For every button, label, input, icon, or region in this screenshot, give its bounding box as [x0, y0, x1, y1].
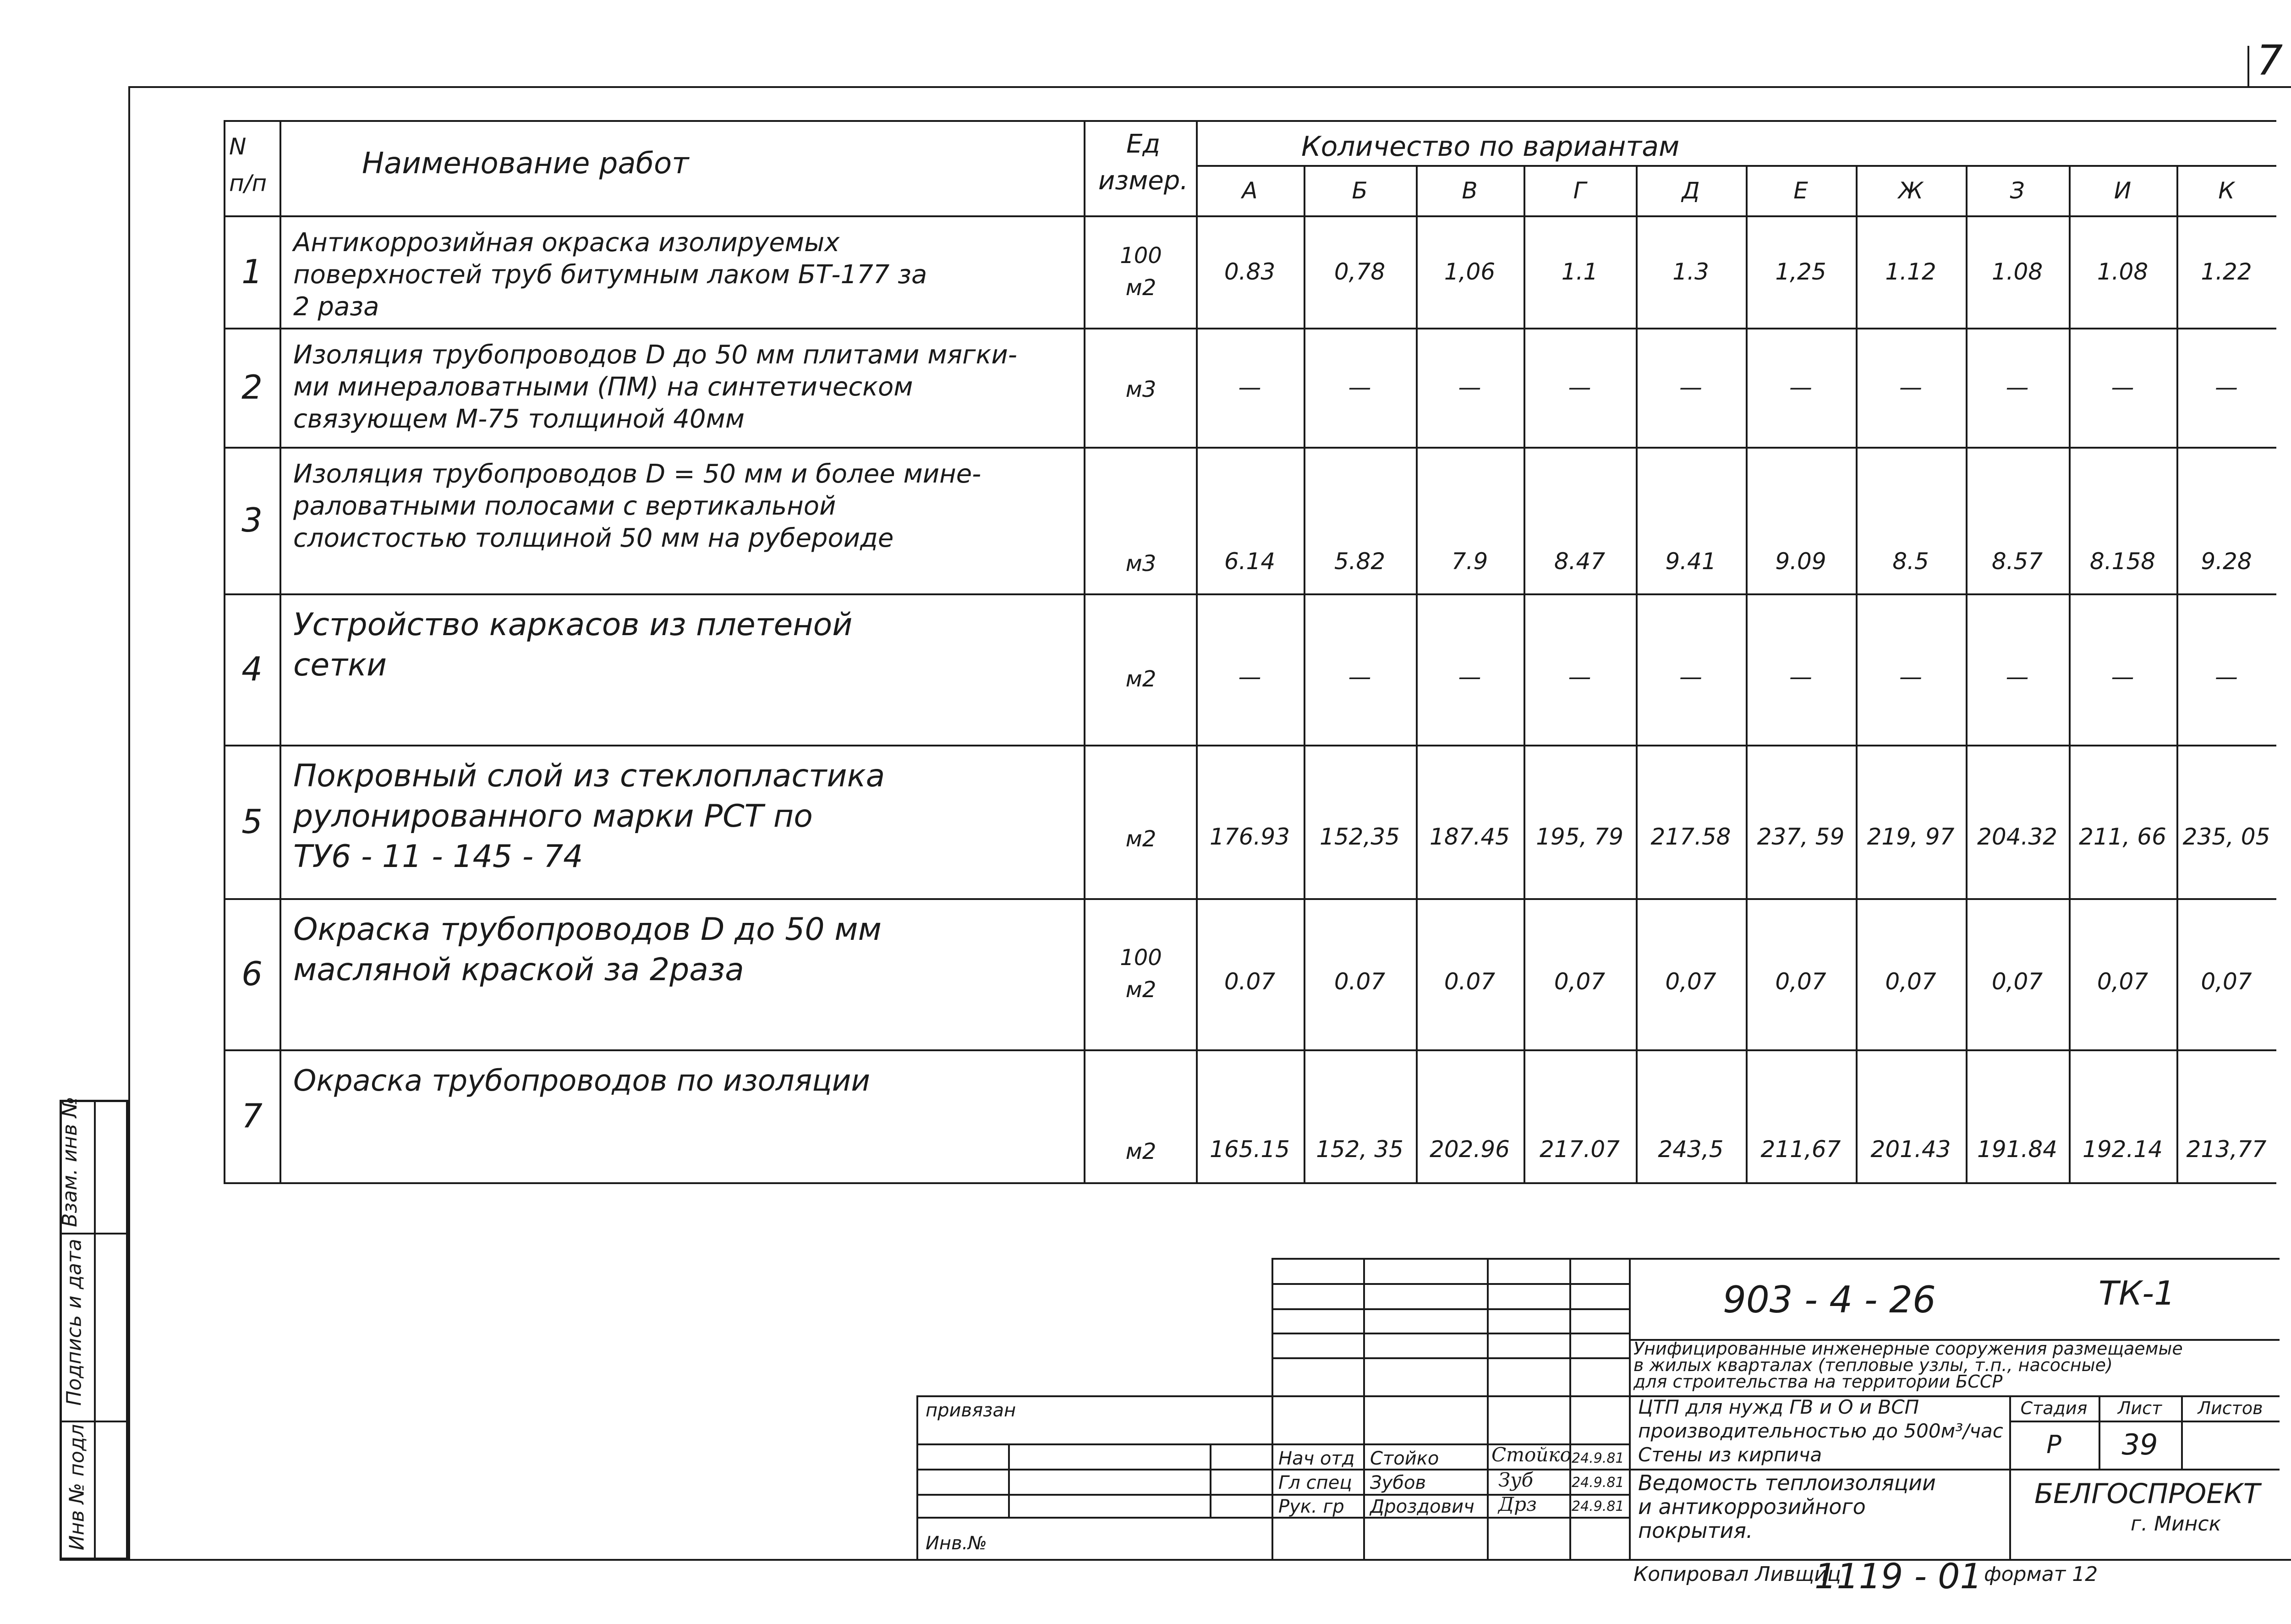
sheet-value: 39: [2121, 1428, 2158, 1461]
side-stamp-vzam-inv: Взам. инв №: [58, 1097, 82, 1227]
header-name: Наименование работ: [362, 147, 689, 181]
quantity-cell: —: [1789, 663, 1812, 690]
variant-header: Г: [1573, 177, 1586, 204]
quantity-cell: 1,25: [1775, 258, 1826, 285]
work-name: Окраска трубопроводов D до 50 мм масляной краской за 2раза: [293, 911, 882, 988]
role-date: 24.9.81: [1572, 1475, 1624, 1491]
quantity-cell: 0,07: [1665, 968, 1716, 995]
quantity-cell: 5.82: [1334, 548, 1386, 575]
unit-of-measure: 100 м2: [1120, 945, 1162, 1003]
unit-of-measure: м3: [1125, 550, 1156, 576]
role-name: Зубов: [1370, 1472, 1426, 1493]
work-name: Покровный слой из стеклопластика рулонированного марки РСТ по ТУ6 - 11 - 145 - 74: [293, 758, 885, 875]
tb-line: [1272, 1258, 2280, 1260]
signature: Дрз: [1498, 1493, 1537, 1515]
quantity-cell: 211,67: [1760, 1136, 1841, 1163]
header-unit: Ед измер.: [1098, 129, 1189, 196]
quantity-cell: 192.14: [2083, 1136, 2163, 1163]
tb-vline: [1629, 1258, 1631, 1559]
quantity-cell: 7.9: [1451, 548, 1488, 575]
variant-header: К: [2218, 177, 2235, 204]
quantity-cell: 0,07: [1554, 968, 1606, 995]
work-name: Изоляция трубопроводов D = 50 мм и более мине- раловатными полосами с вертикальной слоистостью толщиной 50 мм на рубероиде: [293, 459, 981, 553]
signature: Зуб: [1498, 1469, 1534, 1491]
row-number: 3: [241, 501, 263, 539]
unit-of-measure: м2: [1125, 666, 1156, 692]
quantity-cell: —: [1348, 663, 1371, 690]
quantity-cell: 1.3: [1672, 258, 1709, 285]
header-num: N п/п: [229, 133, 267, 197]
tb-line: [1272, 1308, 1629, 1310]
tb-vline: [1487, 1258, 1489, 1559]
variant-header: Б: [1352, 177, 1368, 204]
quantity-cell: 0,78: [1334, 258, 1386, 285]
quantity-cell: 211, 66: [2079, 823, 2166, 850]
quantity-cell: 0.83: [1224, 258, 1276, 285]
quantity-cell: 204.32: [1977, 823, 2057, 850]
quantity-cell: 176.93: [1210, 823, 1290, 850]
quantity-cell: 1.22: [2201, 258, 2252, 285]
quantity-cell: —: [2215, 374, 2238, 401]
quantity-cell: —: [1899, 663, 1922, 690]
quantity-cell: 1.08: [1991, 258, 2043, 285]
sheet-corner-number: 7: [2257, 37, 2283, 85]
tb-vline: [1272, 1258, 1273, 1559]
quantity-cell: —: [2111, 663, 2134, 690]
role-label: Нач отд: [1278, 1448, 1355, 1469]
quantity-cell: 9.28: [2201, 548, 2252, 575]
project-title: Унифицированные инженерные сооружения размещаемые в жилых кварталах (тепловые узлы, т.п., насосные) для строительства на территории БССР: [1633, 1339, 2183, 1392]
quantity-cell: 152,35: [1320, 823, 1400, 850]
quantity-cell: —: [1679, 663, 1702, 690]
quantity-cell: 1.08: [2097, 258, 2148, 285]
quantity-cell: 237, 59: [1757, 823, 1845, 850]
quantity-cell: —: [1679, 374, 1702, 401]
quantity-cell: 165.15: [1210, 1136, 1290, 1163]
unit-of-measure: м2: [1125, 826, 1156, 852]
quantity-cell: 1,06: [1444, 258, 1496, 285]
tb-vline: [1363, 1258, 1365, 1559]
quantity-cell: —: [1238, 374, 1261, 401]
row-number: 4: [241, 650, 263, 688]
role-label: Гл спец: [1278, 1472, 1352, 1493]
row-number: 2: [241, 368, 263, 406]
variant-header: В: [1462, 177, 1478, 204]
quantity-cell: —: [1568, 374, 1591, 401]
quantity-cell: 0,07: [1991, 968, 2043, 995]
quantity-cell: 202.96: [1430, 1136, 1510, 1163]
quantity-cell: 243,5: [1658, 1136, 1724, 1163]
quantity-cell: —: [2111, 374, 2134, 401]
quantity-cell: —: [2006, 663, 2029, 690]
quantity-cell: —: [1789, 374, 1812, 401]
quantity-cell: —: [2006, 374, 2029, 401]
quantity-cell: 235, 05: [2182, 823, 2270, 850]
quantity-cell: 213,77: [2186, 1136, 2267, 1163]
sheet-label: Лист: [2117, 1398, 2162, 1418]
quantity-cell: 187.45: [1430, 823, 1510, 850]
quantity-cell: 8.47: [1554, 548, 1606, 575]
quantity-cell: —: [1899, 374, 1922, 401]
document-title: Ведомость теплоизоляции и антикоррозийного покрытия.: [1638, 1470, 1936, 1543]
quantity-cell: 0,07: [1885, 968, 1936, 995]
sheet-format: формат 12: [1984, 1563, 2098, 1586]
quantity-cell: —: [1348, 374, 1371, 401]
variant-header: Ж: [1898, 177, 1923, 204]
variant-header: Д: [1682, 177, 1700, 204]
row-number: 1: [241, 252, 263, 291]
quantity-cell: 0.07: [1334, 968, 1386, 995]
order-number: 1119 - 01: [1814, 1556, 1982, 1597]
quantity-cell: 195, 79: [1536, 823, 1623, 850]
quantity-cell: 0,07: [2201, 968, 2252, 995]
stage-value: Р: [2046, 1430, 2061, 1459]
quantity-cell: 201.43: [1870, 1136, 1951, 1163]
quantity-cell: —: [1568, 663, 1591, 690]
quantity-cell: 0.07: [1224, 968, 1276, 995]
quantity-cell: 8.158: [2089, 548, 2156, 575]
sheets-label: Листов: [2198, 1398, 2263, 1418]
quantity-cell: —: [2215, 663, 2238, 690]
row-number: 6: [241, 955, 263, 993]
row-number: 7: [241, 1097, 263, 1135]
work-name: Окраска трубопроводов по изоляции: [293, 1064, 870, 1098]
object-title: ЦТП для нужд ГВ и О и ВСП производительностью до 500м³/час Стены из кирпича: [1638, 1396, 2003, 1466]
variant-header: А: [1242, 177, 1258, 204]
unit-of-measure: м3: [1125, 377, 1156, 402]
quantity-cell: 8.5: [1892, 548, 1929, 575]
quantity-cell: 9.41: [1665, 548, 1716, 575]
work-name: Антикоррозийная окраска изолируемых поверхностей труб битумным лаком БТ-177 за 2 раза: [293, 228, 927, 322]
tb-line: [1272, 1333, 1629, 1334]
quantity-cell: 0,07: [1775, 968, 1826, 995]
tb-vline: [1008, 1443, 1010, 1517]
organization: БЕЛГОСПРОЕКТ: [2034, 1478, 2260, 1510]
quantity-cell: 217.58: [1650, 823, 1731, 850]
quantity-cell: 0,07: [2097, 968, 2148, 995]
quantity-cell: 219, 97: [1867, 823, 1955, 850]
role-date: 24.9.81: [1572, 1498, 1624, 1514]
unit-of-measure: м2: [1125, 1138, 1156, 1164]
privyazan-label: привязан: [926, 1400, 1016, 1421]
unit-of-measure: 100 м2: [1120, 242, 1162, 301]
copied-by: Копировал Ливщиц: [1633, 1563, 1841, 1586]
city: г. Минск: [2131, 1512, 2221, 1536]
row-number: 5: [241, 802, 263, 841]
side-stamp-podpis-data: Подпись и дата: [62, 1239, 86, 1406]
work-name: Изоляция трубопроводов D до 50 мм плитами мягки- ми минераловатными (ПМ) на синтетическом связующем М-75 толщиной 40мм: [293, 340, 1018, 434]
quantity-cell: —: [1458, 663, 1481, 690]
quantity-cell: 9.09: [1775, 548, 1826, 575]
role-name: Стойко: [1370, 1448, 1439, 1469]
quantity-cell: —: [1238, 663, 1261, 690]
quantity-cell: —: [1458, 374, 1481, 401]
sheet-code: ТК-1: [2099, 1274, 2175, 1312]
tb-line: [1272, 1283, 1629, 1285]
quantity-cell: 152, 35: [1316, 1136, 1403, 1163]
role-name: Дроздович: [1370, 1496, 1474, 1517]
signature: Стойко: [1491, 1443, 1572, 1466]
role-date: 24.9.81: [1572, 1450, 1624, 1466]
inv-no-label: Инв.№: [926, 1533, 987, 1554]
variant-header: Е: [1793, 177, 1808, 204]
quantity-cell: 191.84: [1977, 1136, 2057, 1163]
quantity-cell: 8.57: [1991, 548, 2043, 575]
header-quantity: Количество по вариантам: [1301, 131, 1680, 163]
stage-label: Стадия: [2020, 1398, 2088, 1418]
role-label: Рук. гр: [1278, 1496, 1344, 1517]
quantity-cell: 0.07: [1444, 968, 1496, 995]
tb-vline: [1210, 1443, 1211, 1517]
quantity-cell: 1.12: [1885, 258, 1936, 285]
quantity-cell: 6.14: [1224, 548, 1276, 575]
quantity-cell: 217.07: [1540, 1136, 1620, 1163]
tb-vline: [1569, 1258, 1571, 1559]
tb-vline: [916, 1395, 918, 1559]
side-stamp-inv-podl: Инв № подл: [65, 1424, 89, 1551]
variant-header: З: [2010, 177, 2025, 204]
variant-header: И: [2114, 177, 2132, 204]
work-name: Устройство каркасов из плетеной сетки: [293, 607, 853, 683]
quantity-cell: 1.1: [1561, 258, 1598, 285]
tb-line: [1272, 1357, 1629, 1359]
doc-code: 903 - 4 - 26: [1723, 1278, 1936, 1321]
